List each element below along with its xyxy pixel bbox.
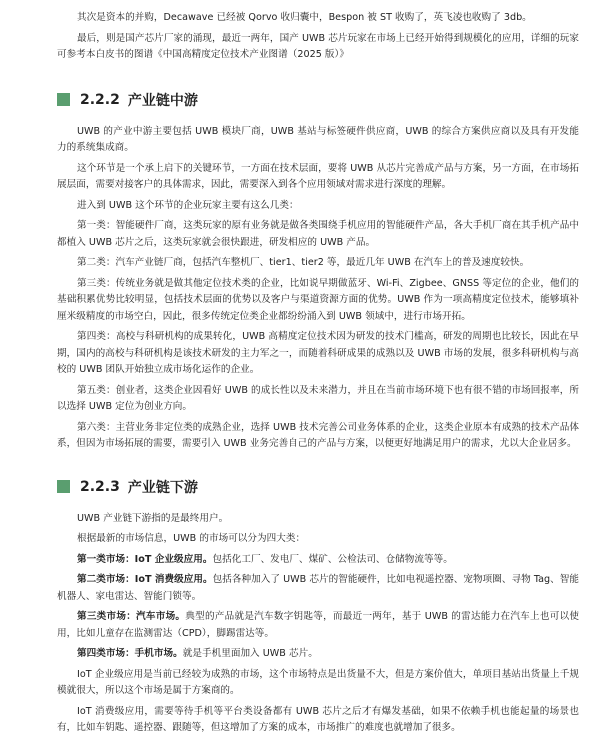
section-number: 2.2.3: [80, 478, 120, 495]
paragraph: 根据最新的市场信息，UWB 的市场可以分为四大类：: [77, 533, 306, 544]
paragraph: UWB 产业链下游指的是最终用户。: [77, 512, 229, 524]
section-marker-icon: [57, 93, 70, 106]
section-number: 2.2.2: [80, 91, 120, 108]
market-label: 第三类市场：汽车市场。: [77, 611, 186, 622]
paragraph: 第四类：高校与科研机构的成果转化，UWB 高精度定位技术因为研发的技术门槛高，研发的周期也比较长，因此在早期，国内的高校与科研机构是该技术研发的主力军之一，而随着科研成果的成熟以及 UWB 市场的发展，很多科研机构与高校的 UWB 团队开始独立成市场化运作的企业。: [57, 331, 579, 375]
paragraph: 第六类：主营业务非定位类的成熟企业，选择 UWB 技术完善公司业务体系的企业，这类企业原本有成熟的技术产品体系，但因为市场拓展的需要，需要引入 UWB 业务完善自己的产品与方案，以便更好地满足用户的需求，尤以大企业居多。: [57, 421, 579, 449]
market-item: [57, 646, 579, 663]
paragraph: 进入到 UWB 这个环节的企业玩家主要有这么几类：: [77, 199, 299, 211]
paragraph: 第五类：创业者，这类企业因看好 UWB 的成长性以及未来潜力，并且在当前市场环境下也有很不错的市场回报率，所以选择 UWB 定位为创业方向。: [57, 384, 579, 412]
paragraph: 第三类：传统业务就是做其他定位技术类的企业，比如说早期做蓝牙、Wi-Fi、Zigbee、GNSS 等定位的企业，他们的基础积累优势比较明显，包括技术层面的优势以及客户与渠道资源方面的优势。UWB 作为一项高精度定位技术，能够填补厘米级精度的市场空白，因此，很多传统定位类企业都纷纷涌入到 UWB 领域中，进行市场开拓。: [57, 277, 579, 322]
paragraph: 这个环节是一个承上启下的关键环节，一方面在技术层面，要将 UWB 从芯片完善成产品与方案，另一方面，在市场拓展层面，需要对接客户的具体需求，因此，需要深入到各个应用领域对需求进行深度的理解。: [57, 162, 579, 190]
market-label: 第二类市场：IoT 消费级应用。: [77, 574, 213, 585]
market-item: [57, 609, 579, 642]
section-heading-downstream: [57, 475, 579, 499]
paragraph: 第一类：智能硬件厂商，这类玩家的原有业务就是做各类围绕手机应用的智能硬件产品，各大手机厂商在其手机产品中都植入 UWB 芯片之后，这类玩家就会很快跟进，研发相应的 UWB 产品。: [57, 220, 579, 248]
market-item: [57, 572, 579, 605]
paragraph: 其次是资本的并购，Decawave 已经被 Qorvo 收归囊中，Bespon 被 ST 收购了，英飞凌也收购了 3db。: [77, 12, 532, 23]
section-title: 产业链中游: [127, 92, 198, 109]
market-item: [57, 552, 579, 569]
paragraph: IoT 消费级应用，需要等待手机等平台类设备都有 UWB 芯片之后才有爆发基础，如果不依赖手机也能起量的场景也有，比如车钥匙、遥控器、跟随等，但这增加了方案的成本，市场推广的难度也就增加了很多。: [57, 705, 579, 733]
paragraph: UWB 的产业中游主要包括 UWB 模块厂商，UWB 基站与标签硬件供应商，UWB 的综合方案供应商以及具有开发能力的系统集成商。: [57, 125, 579, 153]
section-title: 产业链下游: [127, 479, 198, 496]
section-marker-icon: [57, 480, 70, 493]
market-text: 就是手机里面加入 UWB 芯片。: [182, 648, 318, 659]
market-text: 包括各种加入了 UWB 芯片的智能硬件，比如电视遥控器、宠物项圈、寻物 Tag、智能机器人、家电雷达、智能门锁等。: [57, 574, 579, 602]
paragraph: 第二类：汽车产业链厂商，包括汽车整机厂、tier1、tier2 等，最近几年 UWB 在汽车上的普及速度较快。: [77, 257, 530, 268]
section-heading-midstream: [57, 88, 579, 112]
paragraph: IoT 企业级应用是当前已经较为成熟的市场，这个市场特点是出货量不大，但是方案价值大，单项目基站出货量上千规模就很大，所以这个市场是属于方案商的。: [57, 668, 579, 696]
market-label: 第一类市场：IoT 企业级应用。: [77, 553, 213, 565]
market-text: 典型的产品就是汽车数字钥匙等，而最近一两年，基于 UWB 的雷达能力在汽车上也可以使用，比如儿童存在监测雷达（CPD），脚踢雷达等。: [57, 611, 579, 639]
market-text: 包括化工厂、发电厂、煤矿、公检法司、仓储物流等等。: [212, 553, 453, 565]
paragraph: 最后，则是国产芯片厂家的涌现，最近一两年，国产 UWB 芯片玩家在市场上已经开始得到规模化的应用，详细的玩家可参考本白皮书的图谱《中国高精度定位技术产业图谱（2025 版）》: [57, 32, 579, 60]
market-label: 第四类市场：手机市场。: [77, 648, 183, 659]
